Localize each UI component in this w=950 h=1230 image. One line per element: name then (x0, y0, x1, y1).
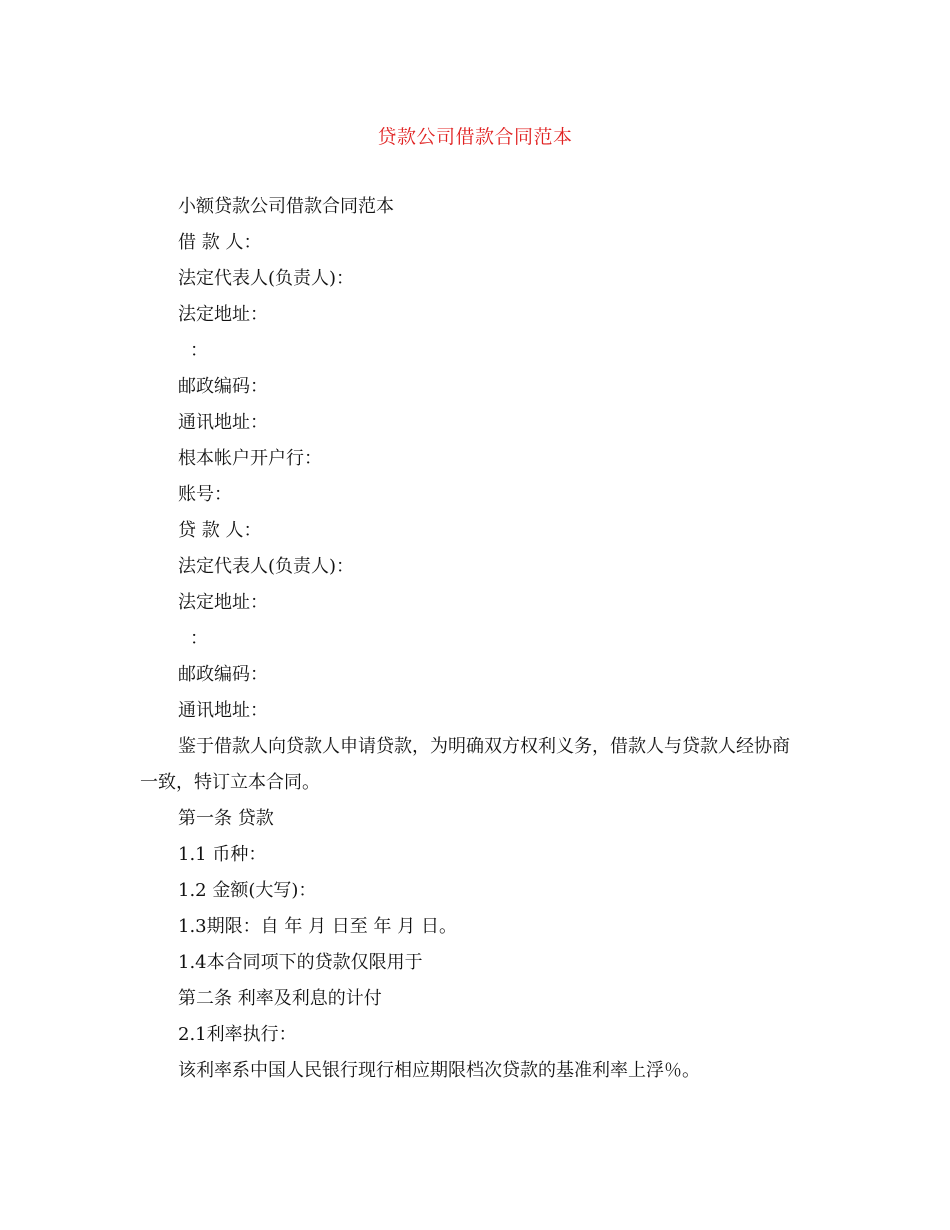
document-title: 贷款公司借款合同范本 (377, 126, 573, 148)
clause-1-1: 1.1 币种： (178, 844, 267, 865)
borrower-blank-field: ： (190, 340, 208, 361)
subtitle-line: 小额贷款公司借款合同范本 (178, 196, 394, 217)
borrower-label: 借 款 人： (178, 232, 262, 253)
clause-1-2: 1.2 金额(大写)： (178, 880, 317, 901)
article-2-heading: 第二条 利率及利息的计付 (178, 988, 382, 1009)
borrower-legal-address-label: 法定地址： (178, 304, 268, 325)
borrower-legal-rep-label: 法定代表人(负责人)： (178, 268, 355, 289)
preamble-paragraph-continued: 一致，特订立本合同。 (140, 772, 320, 793)
lender-legal-rep-label: 法定代表人(负责人)： (178, 556, 355, 577)
lender-mailing-address-label: 通讯地址： (178, 700, 268, 721)
clause-2-1: 2.1利率执行： (178, 1024, 297, 1045)
clause-1-3: 1.3期限：自 年 月 日至 年 月 日。 (178, 916, 457, 937)
article-1-heading: 第一条 贷款 (178, 808, 274, 829)
lender-legal-address-label: 法定地址： (178, 592, 268, 613)
preamble-paragraph: 鉴于借款人向贷款人申请贷款，为明确双方权利义务，借款人与贷款人经协商 (178, 736, 790, 757)
lender-postal-code-label: 邮政编码： (178, 664, 268, 685)
lender-blank-field: ： (190, 628, 208, 649)
borrower-bank-label: 根本帐户开户行： (178, 448, 322, 469)
document-body (140, 189, 820, 1089)
borrower-postal-code-label: 邮政编码： (178, 376, 268, 397)
borrower-account-label: 账号： (178, 484, 232, 505)
borrower-mailing-address-label: 通讯地址： (178, 412, 268, 433)
lender-label: 贷 款 人： (178, 520, 262, 541)
interest-rate-paragraph: 该利率系中国人民银行现行相应期限档次贷款的基准利率上浮％。 (178, 1060, 700, 1081)
clause-1-4: 1.4本合同项下的贷款仅限用于 (178, 952, 423, 973)
